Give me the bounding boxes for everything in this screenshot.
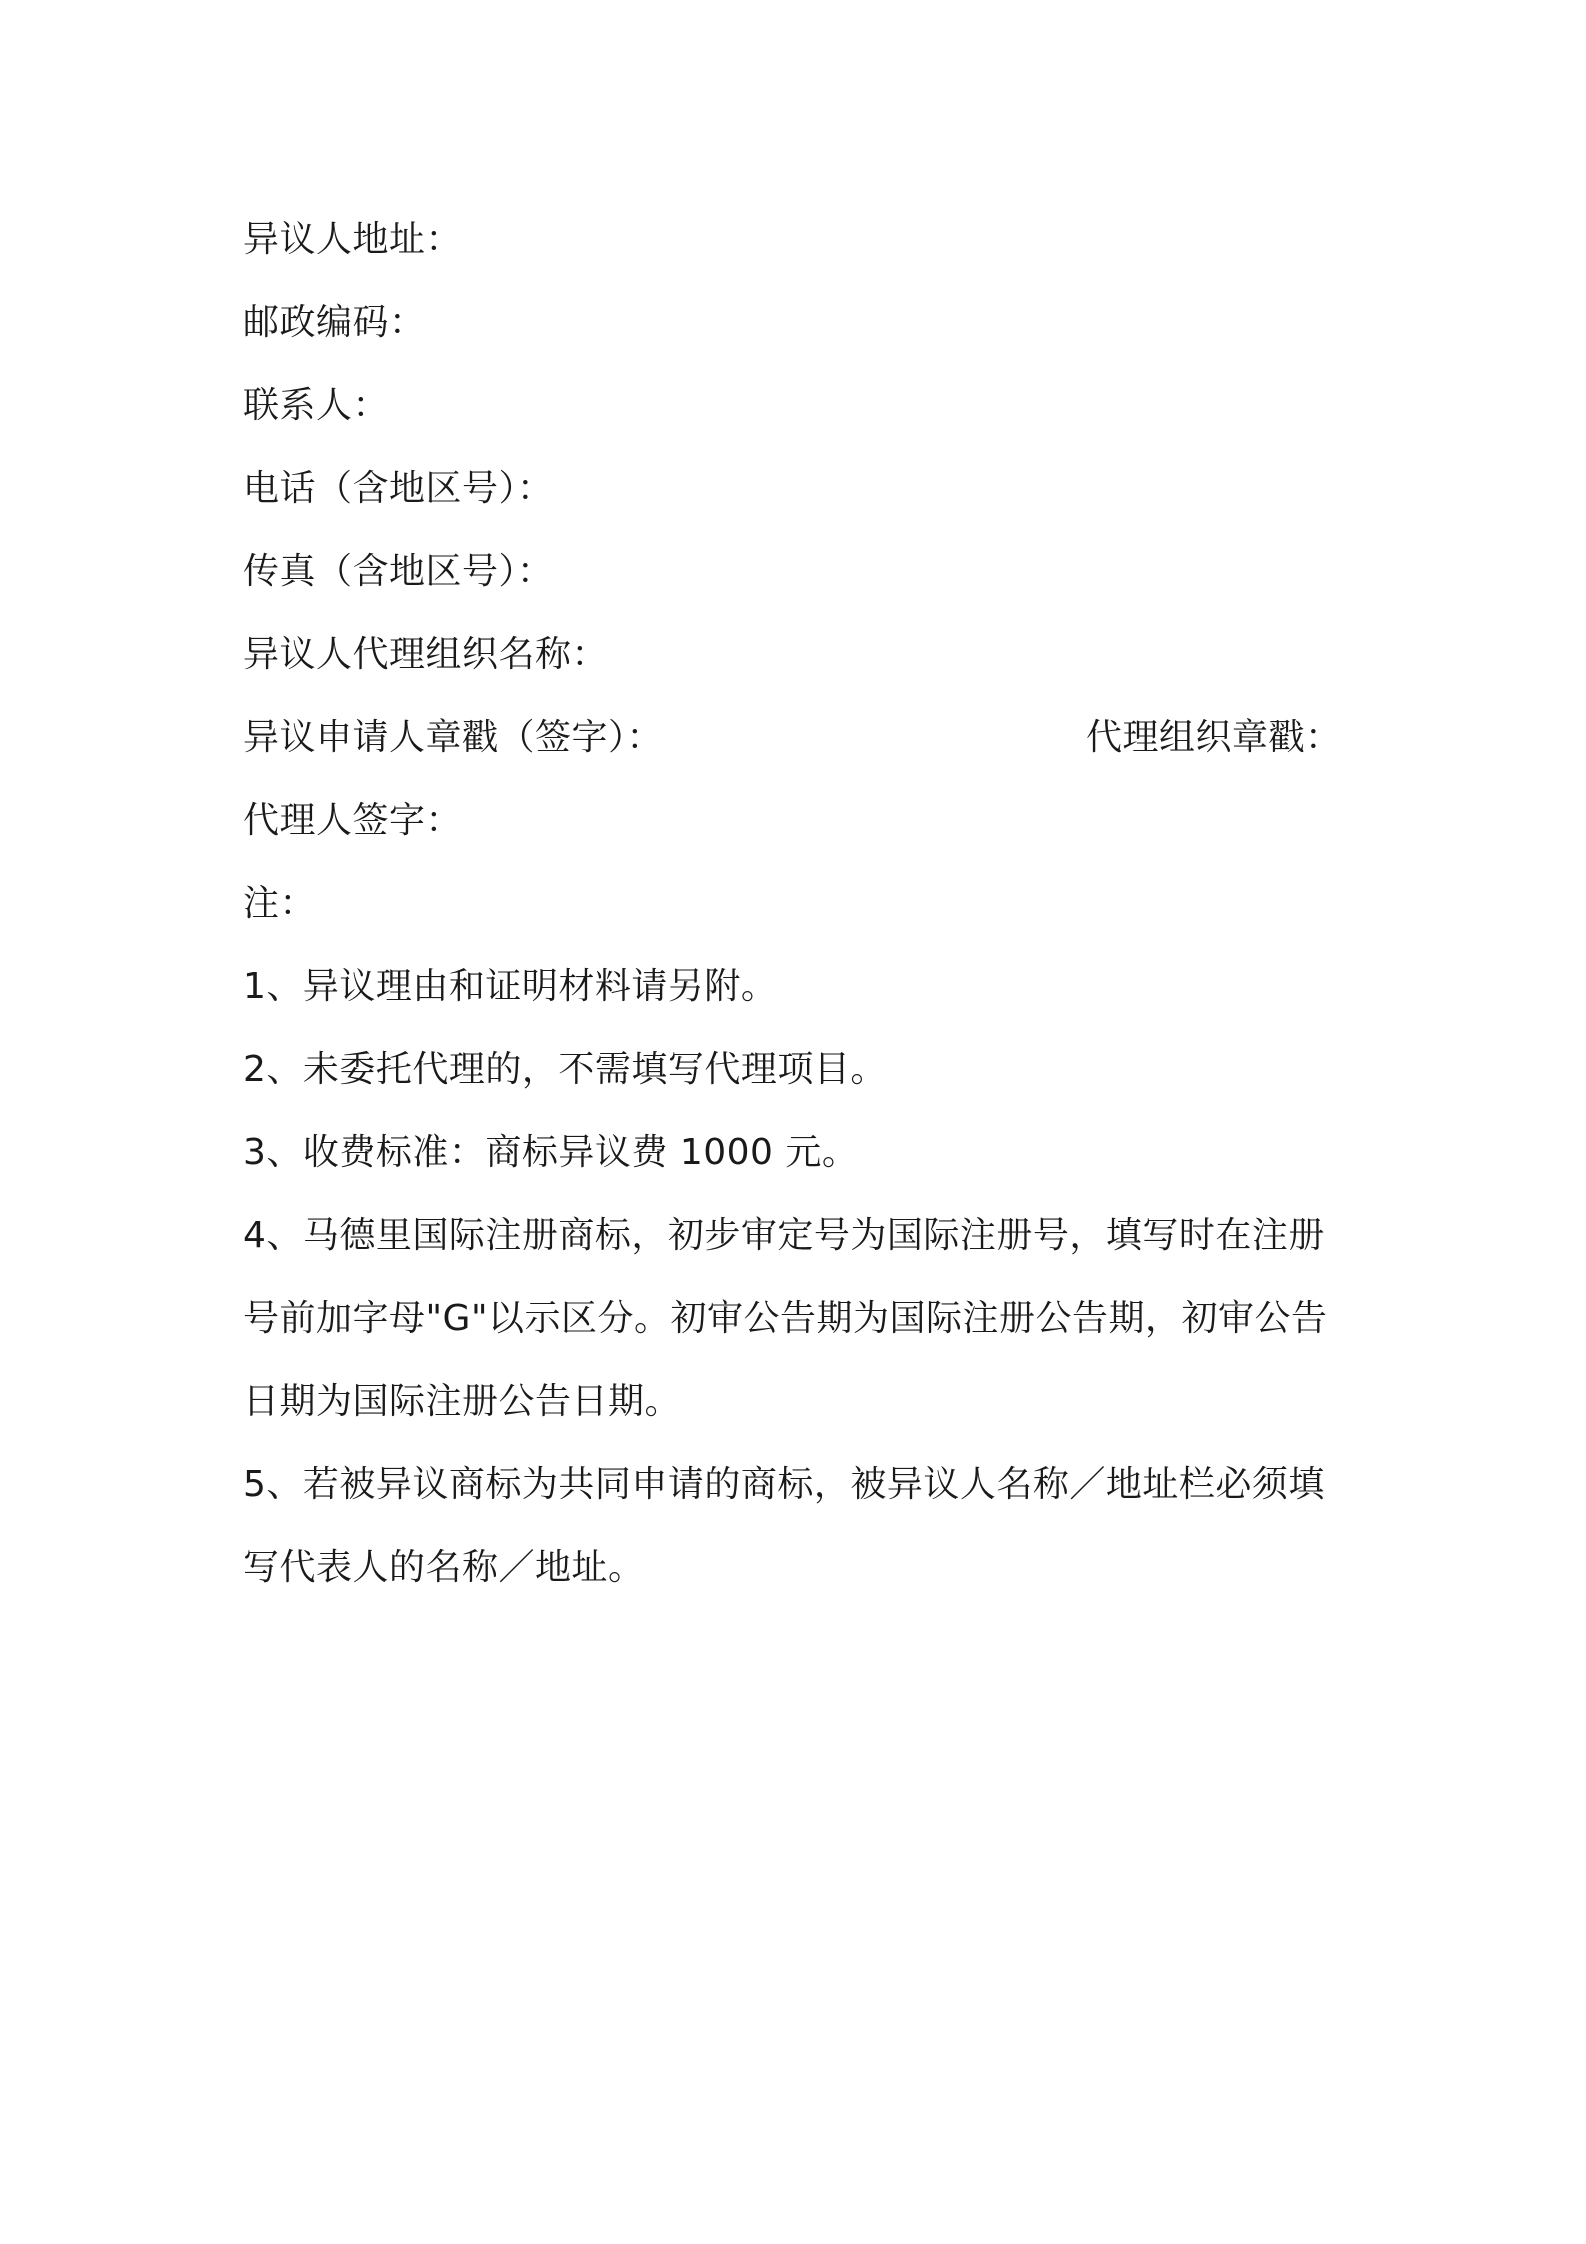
contact-person-label: 联系人： [243, 385, 390, 426]
form-content [243, 198, 1353, 1609]
note-item-4: 4、马德里国际注册商标，初步审定号为国际注册号，填写时在注册号前加字母"G"以示区分。初审公告期为国际注册公告期，初审公告日期为国际注册公告日期。 [243, 1215, 1328, 1422]
postal-code-label: 邮政编码： [243, 302, 426, 343]
agent-signature-label: 代理人签字： [243, 800, 463, 841]
note-item-1: 1、异议理由和证明材料请另附。 [243, 966, 778, 1007]
applicant-seal-label: 异议申请人章戳（签字）： [243, 717, 664, 758]
objector-address-label: 异议人地址： [243, 219, 463, 260]
fax-label: 传真（含地区号）： [243, 551, 554, 592]
agency-name-label: 异议人代理组织名称： [243, 634, 609, 675]
note-item-3: 3、收费标准：商标异议费 1000 元。 [243, 1132, 859, 1173]
agency-seal-label: 代理组织章戳： [1086, 717, 1342, 758]
phone-label: 电话（含地区号）： [243, 468, 554, 509]
seal-row [243, 696, 1353, 779]
note-item-5: 5、若被异议商标为共同申请的商标，被异议人名称／地址栏必须填写代表人的名称／地址。 [243, 1464, 1325, 1588]
note-item-2: 2、未委托代理的，不需填写代理项目。 [243, 1049, 887, 1090]
notes-heading: 注： [243, 883, 317, 924]
